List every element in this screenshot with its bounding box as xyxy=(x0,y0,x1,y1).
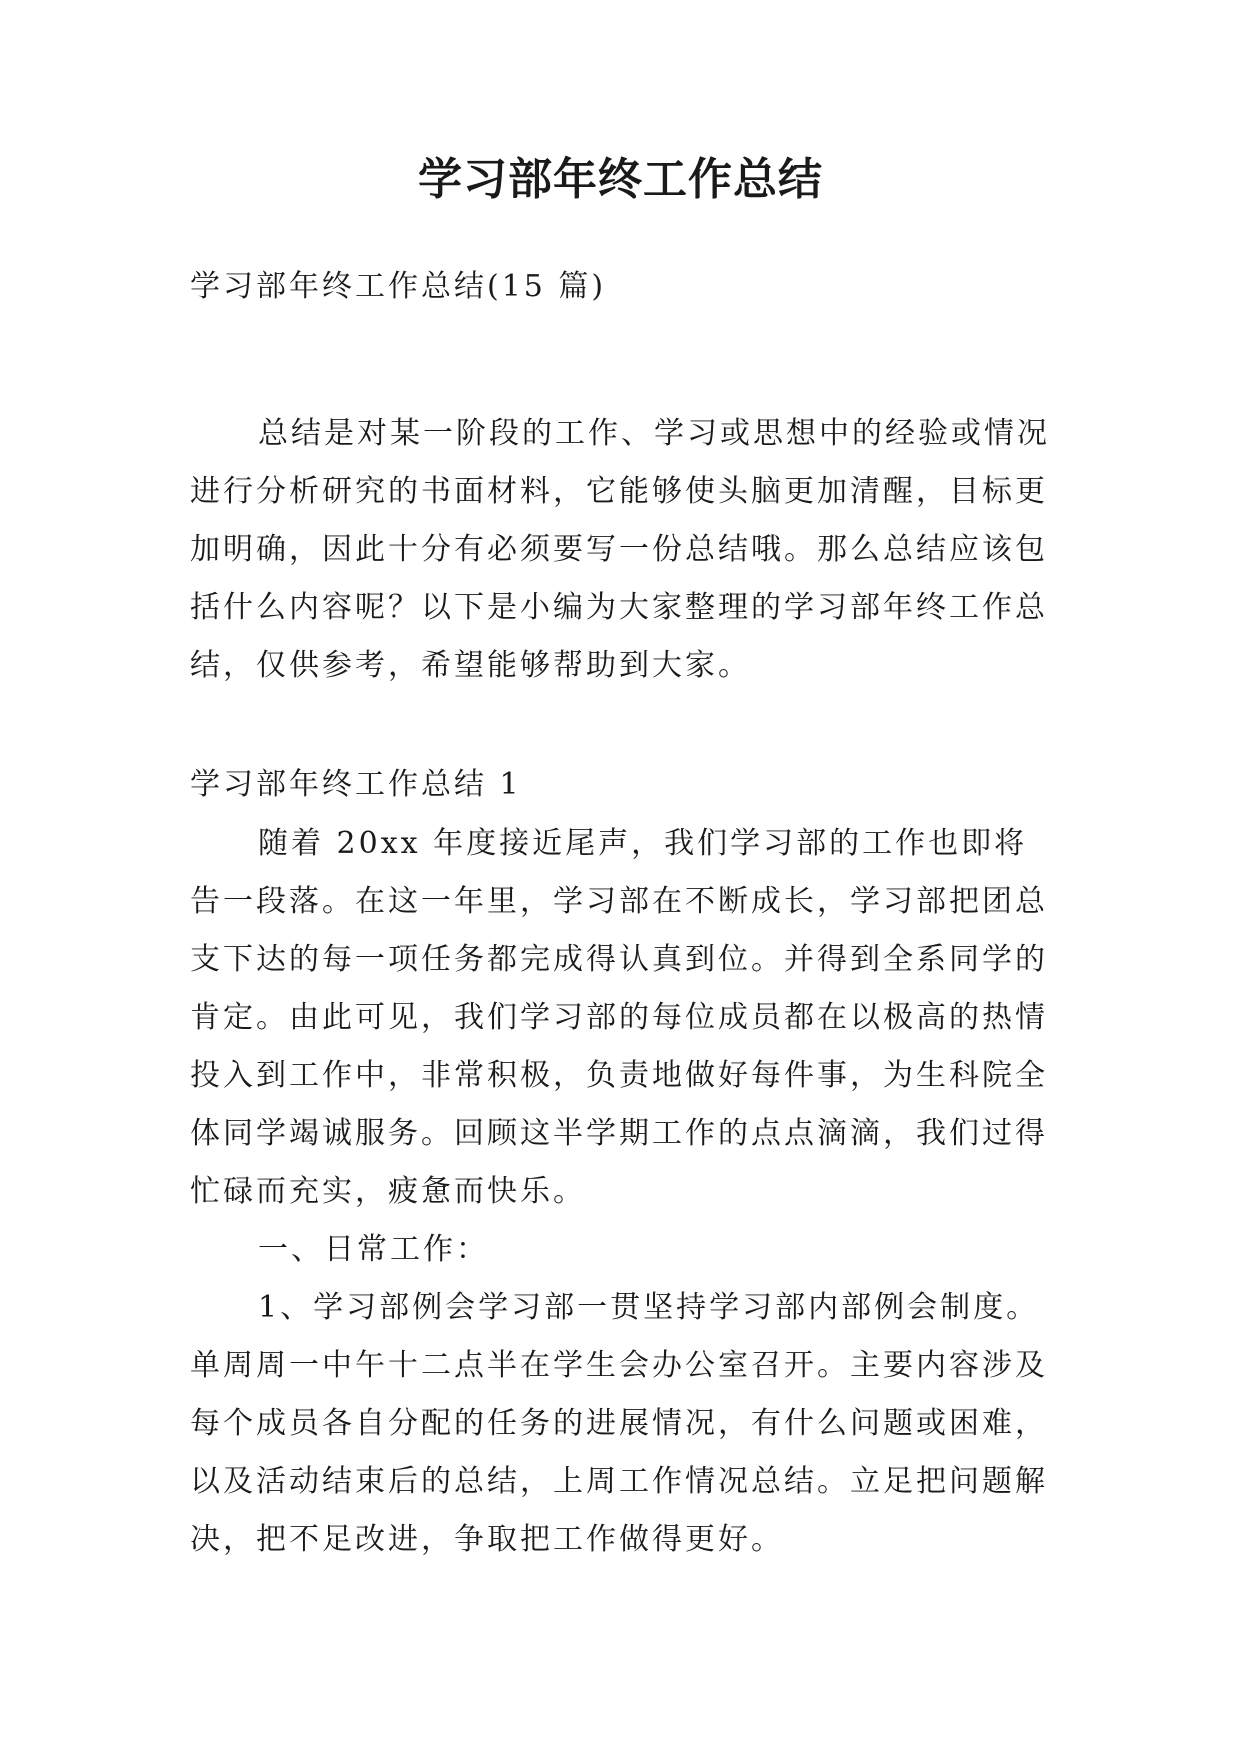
body-paragraph: 随着 20xx 年度接近尾声，我们学习部的工作也即将告一段落。在这一年里，学习部在不断成长，学习部把团总支下达的每一项任务都完成得认真到位。并得到全系同学的肯定。由此可见，我们学习部的每位成员都在以极高的热情投入到工作中，非常积极，负责地做好每件事，为生科院全体同学竭诚服务。回顾这半学期工作的点点滴滴，我们过得忙碌而充实，疲惫而快乐。 xyxy=(190,826,1048,1209)
section-body xyxy=(190,815,1060,1569)
section-heading: 学习部年终工作总结 1 xyxy=(190,767,522,802)
document-subtitle: 学习部年终工作总结(15 篇) xyxy=(190,269,607,304)
body-paragraph: 1、学习部例会学习部一贯坚持学习部内部例会制度。单周周一中午十二点半在学生会办公室召开。主要内容涉及每个成员各自分配的任务的进展情况，有什么问题或困难，以及活动结束后的总结，上周工作情况总结。立足把问题解决，把不足改进，争取把工作做得更好。 xyxy=(190,1290,1048,1557)
body-subheading: 一、日常工作： xyxy=(258,1232,489,1267)
intro-paragraph: 总结是对某一阶段的工作、学习或思想中的经验或情况进行分析研究的书面材料，它能够使头脑更加清醒，目标更加明确，因此十分有必须要写一份总结哦。那么总结应该包括什么内容呢？以下是小编为大家整理的学习部年终工作总结，仅供参考，希望能够帮助到大家。 xyxy=(190,416,1050,683)
document-title: 学习部年终工作总结 xyxy=(418,154,823,205)
